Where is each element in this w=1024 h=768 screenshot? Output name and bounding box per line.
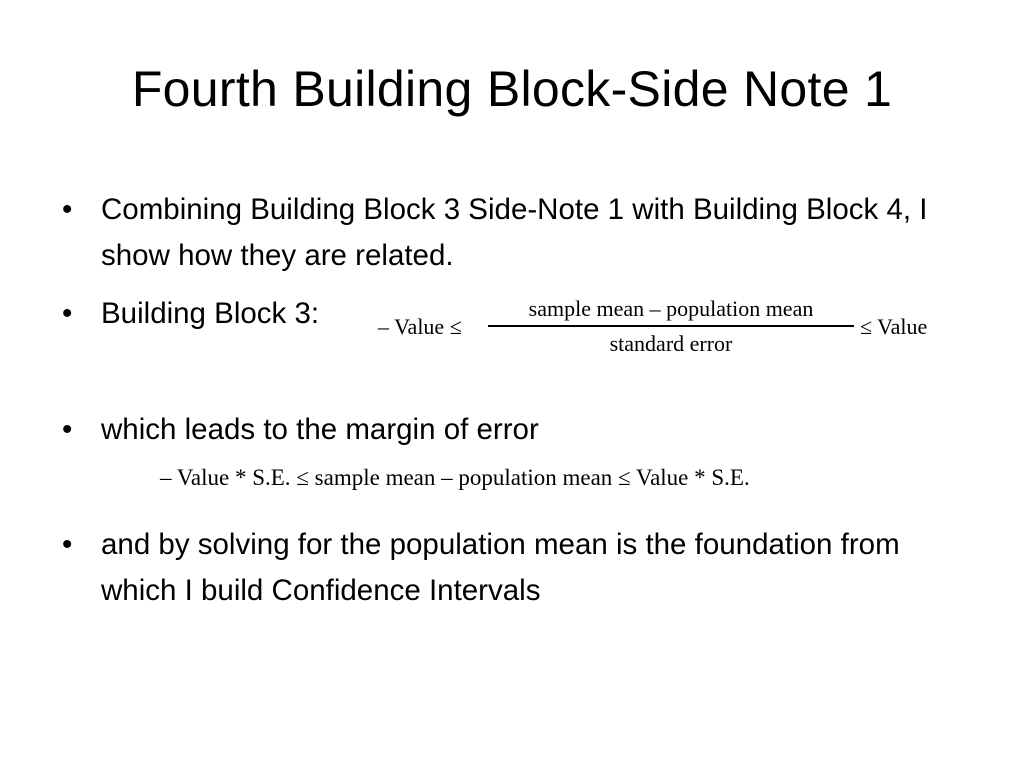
slide-title: Fourth Building Block-Side Note 1 xyxy=(131,61,893,117)
fraction-numerator: sample mean – population mean xyxy=(528,296,814,321)
bullet-text: which leads to the margin of error xyxy=(101,413,539,446)
equation-left-side: – Value ≤ xyxy=(378,314,462,339)
margin-of-error-equation: – Value * S.E. ≤ sample mean – population mean ≤ Value * S.E. xyxy=(160,465,750,490)
bullet-text: Building Block 3: xyxy=(101,297,320,330)
equation-right-side: ≤ Value xyxy=(860,314,928,339)
bullet-marker: • xyxy=(62,413,73,446)
bullet-text: and by solving for the population mean is the foundation from which I build Confidence Intervals xyxy=(101,528,900,607)
bullet-marker: • xyxy=(62,193,73,226)
bullet-text: Combining Building Block 3 Side-Note 1 with Building Block 4, I show how they are related. xyxy=(101,193,928,272)
bullet-marker: • xyxy=(62,297,73,330)
equation-fraction xyxy=(488,295,854,358)
fraction-bar xyxy=(488,325,854,327)
bullet-marker: • xyxy=(62,528,73,561)
fraction-denominator: standard error xyxy=(609,330,733,356)
